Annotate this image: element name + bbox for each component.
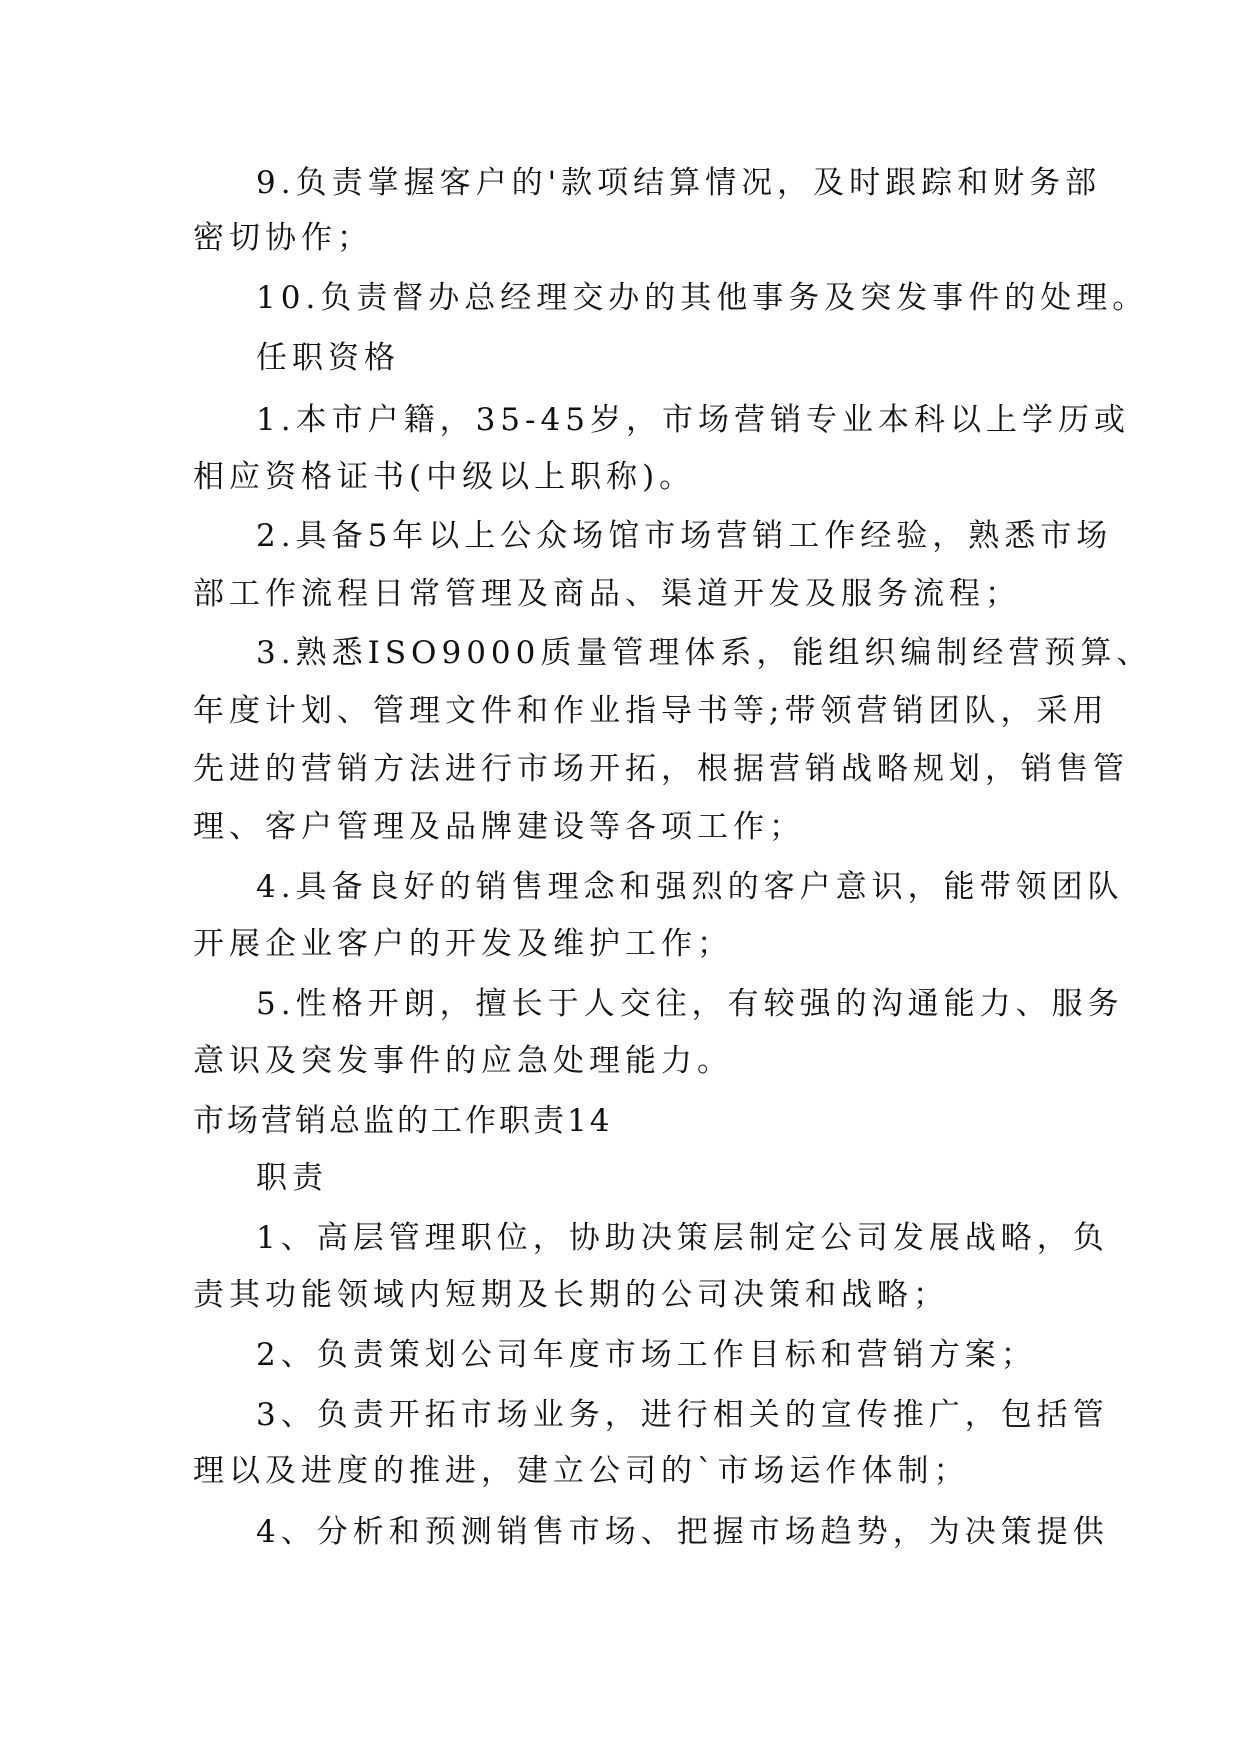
- text-line: 责其功能领域内短期及长期的公司决策和战略；: [193, 1277, 949, 1313]
- text-line: 相应资格证书(中级以上职称)。: [193, 459, 696, 495]
- text-line: 密切协作；: [193, 220, 373, 256]
- text-line: 4、分析和预测销售市场、把握市场趋势，为决策提供: [256, 1514, 1109, 1550]
- text-line: 部工作流程日常管理及商品、渠道开发及服务流程；: [193, 576, 1021, 612]
- text-line: 1、高层管理职位，协助决策层制定公司发展战略，负: [256, 1220, 1109, 1256]
- text-line: 3.熟悉ISO9000质量管理体系，能组织编制经营预算、: [256, 635, 1153, 671]
- text-line: 年度计划、管理文件和作业指导书等;带领营销团队，采用: [193, 693, 1109, 729]
- document-subtitle: 市场营销总监的工作职责14: [193, 1103, 613, 1139]
- text-line: 开展企业客户的开发及维护工作；: [193, 926, 733, 962]
- text-line: 2、负责策划公司年度市场工作目标和营销方案；: [256, 1337, 1037, 1373]
- section-heading: 职责: [256, 1160, 328, 1196]
- text-line: 1.本市户籍，35-45岁，市场营销专业本科以上学历或: [256, 402, 1130, 438]
- text-line: 先进的营销方法进行市场开拓，根据营销战略规划，销售管: [193, 751, 1129, 787]
- text-line: 10.负责督办总经理交办的其他事务及突发事件的处理。: [256, 280, 1149, 316]
- text-line: 理、客户管理及品牌建设等各项工作；: [193, 809, 805, 845]
- text-line: 2.具备5年以上公众场馆市场营销工作经验，熟悉市场: [256, 518, 1113, 554]
- text-line: 5.性格开朗，擅长于人交往，有较强的沟通能力、服务: [256, 986, 1124, 1022]
- text-line: 4.具备良好的销售理念和强烈的客户意识，能带领团队: [256, 869, 1124, 905]
- text-line: 理以及进度的推进，建立公司的`市场运作体制；: [193, 1453, 970, 1489]
- text-line: 9.负责掌握客户的'款项结算情况，及时跟踪和财务部: [256, 165, 1102, 201]
- text-line: 3、负责开拓市场业务，进行相关的宣传推广，包括管: [256, 1397, 1109, 1433]
- section-heading: 任职资格: [256, 340, 400, 376]
- text-line: 意识及突发事件的应急处理能力。: [193, 1043, 733, 1079]
